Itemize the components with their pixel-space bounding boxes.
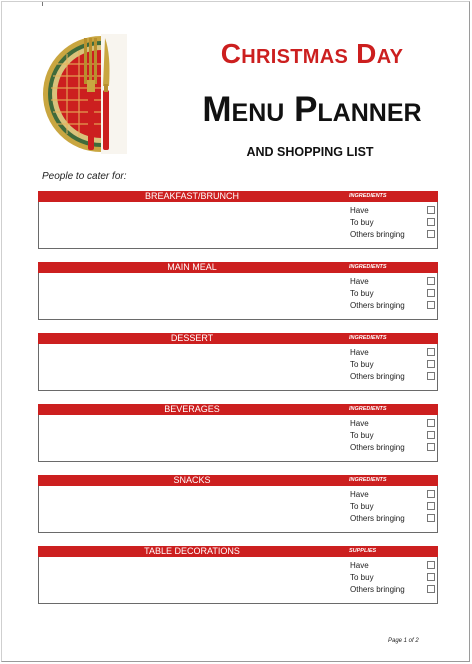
checkbox[interactable] [427,206,435,214]
checklist-label: To buy [350,431,374,440]
checkbox[interactable] [427,372,435,380]
menu-section [38,191,438,251]
checklist-row [350,442,438,453]
section-title: TABLE DECORATIONS [144,546,240,556]
checklist-row [350,584,438,595]
checklist-row [350,205,438,216]
title-menu-planner: Menu Planner [202,90,422,129]
checklist-row [350,300,438,311]
checkbox[interactable] [427,301,435,309]
checkbox[interactable] [427,277,435,285]
section-column-label: INGREDIENTS [349,477,387,483]
title-christmas-day: Christmas Day [220,38,404,69]
section-header-bar [38,475,438,486]
checklist-label: Have [350,348,369,357]
checkbox[interactable] [427,218,435,226]
checkbox[interactable] [427,289,435,297]
checklist-label: Have [350,490,369,499]
checklist-label: Others bringing [350,514,405,523]
checklist-label: Others bringing [350,230,405,239]
section-writing-area[interactable] [38,344,438,391]
checklist-label: Others bringing [350,585,405,594]
section-title: BEVERAGES [164,404,220,414]
checklist-label: Have [350,277,369,286]
checklist-label: To buy [350,573,374,582]
section-column-label: INGREDIENTS [349,264,387,270]
section-writing-area[interactable] [38,557,438,604]
checklist-row [350,371,438,382]
checklist-row [350,217,438,228]
crop-mark [42,2,43,6]
people-to-cater-label: People to cater for: [42,171,127,182]
menu-section [38,404,438,464]
section-column-label: INGREDIENTS [349,335,387,341]
checkbox[interactable] [427,573,435,581]
document-page [1,1,470,662]
checklist-row [350,489,438,500]
section-column-label: SUPPLIES [349,548,377,554]
section-column-label: INGREDIENTS [349,193,387,199]
checklist-row [350,347,438,358]
checkbox[interactable] [427,360,435,368]
section-header-bar [38,333,438,344]
checkbox[interactable] [427,431,435,439]
section-header-bar [38,404,438,415]
section-title: MAIN MEAL [167,262,217,272]
checklist-label: Have [350,561,369,570]
checkbox[interactable] [427,585,435,593]
checklist-label: To buy [350,218,374,227]
checklist-row [350,288,438,299]
section-writing-area[interactable] [38,415,438,462]
menu-section [38,333,438,393]
checklist-row [350,276,438,287]
page-number: Page 1 of 2 [388,638,419,644]
checkbox[interactable] [427,514,435,522]
checklist-label: Others bringing [350,301,405,310]
checklist-row [350,572,438,583]
menu-section [38,262,438,322]
menu-section [38,546,438,606]
checklist-label: To buy [350,502,374,511]
menu-section [38,475,438,535]
section-header-bar [38,546,438,557]
checklist-row [350,359,438,370]
checklist-row [350,430,438,441]
section-title: BREAKFAST/BRUNCH [144,191,240,201]
checkbox[interactable] [427,490,435,498]
checklist-row [350,513,438,524]
section-writing-area[interactable] [38,273,438,320]
checklist-row [350,560,438,571]
checklist-row [350,501,438,512]
checkbox[interactable] [427,502,435,510]
checkbox[interactable] [427,419,435,427]
checkbox[interactable] [427,443,435,451]
subtitle-shopping-list: AND SHOPPING LIST [246,145,374,159]
checkbox[interactable] [427,230,435,238]
checklist-label: Others bringing [350,443,405,452]
checkbox[interactable] [427,348,435,356]
section-header-bar [38,262,438,273]
section-column-label: INGREDIENTS [349,406,387,412]
checklist-label: To buy [350,360,374,369]
section-writing-area[interactable] [38,202,438,249]
section-title: SNACKS [173,475,211,485]
checkbox[interactable] [427,561,435,569]
checklist-row [350,229,438,240]
section-title: DESSERT [170,333,214,343]
checklist-label: Have [350,206,369,215]
section-header-bar [38,191,438,202]
plate-and-cutlery-illustration [41,34,163,154]
checklist-label: Others bringing [350,372,405,381]
checklist-row [350,418,438,429]
checklist-label: Have [350,419,369,428]
checklist-label: To buy [350,289,374,298]
section-writing-area[interactable] [38,486,438,533]
